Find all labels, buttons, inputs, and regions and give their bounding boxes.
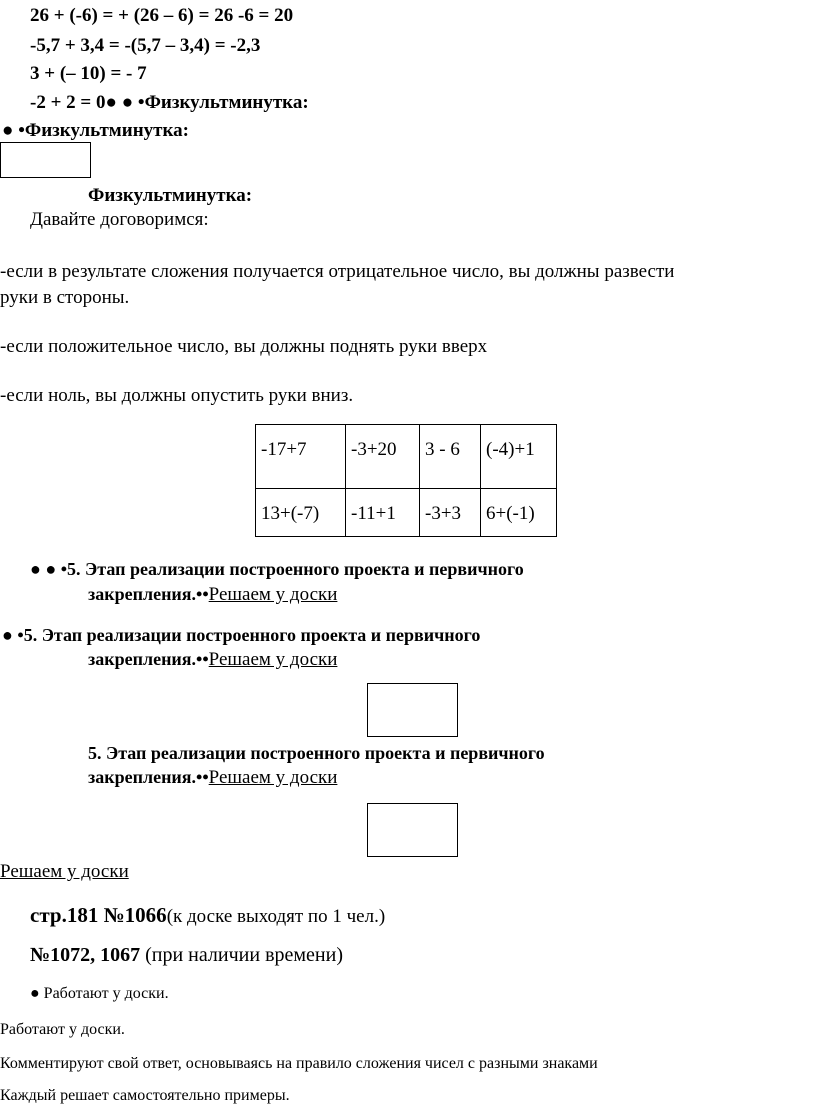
stage-heading-b <box>2 624 480 646</box>
fizkult-heading: Физкультминутка: <box>88 185 253 206</box>
table-row <box>256 489 557 537</box>
stage-line2-b <box>88 648 337 672</box>
table-cell: -17+7 <box>256 425 346 489</box>
rule-positive: -если положительное число, вы должны поднять руки вверх <box>0 336 488 357</box>
task-main <box>30 902 385 930</box>
table-cell: -3+3 <box>420 489 481 537</box>
table-cell: 3 - 6 <box>420 425 481 489</box>
stage-heading-a <box>30 558 524 580</box>
table-cell: 6+(-1) <box>481 489 557 537</box>
equation-2: -5,7 + 3,4 = -(5,7 – 3,4) = -2,3 <box>30 35 261 56</box>
solve-link-standalone[interactable]: Решаем у доски <box>0 861 129 882</box>
dots: •• <box>196 649 209 669</box>
empty-image-frame <box>367 803 458 857</box>
table-cell: (-4)+1 <box>481 425 557 489</box>
task-extra-number: №1072, 1067 <box>30 944 141 966</box>
solve-link[interactable]: Решаем у доски <box>208 649 338 670</box>
agree-text: Давайте договоримся: <box>30 209 209 230</box>
equation-4: -2 + 2 = 0● ● •Физкультминутка: <box>30 92 309 113</box>
stage-title-line2: закрепления. <box>88 767 197 787</box>
empty-image-frame <box>367 683 458 737</box>
task-extra <box>30 942 343 968</box>
table-cell: 13+(-7) <box>256 489 346 537</box>
task-extra-note: (при наличии времени) <box>140 944 343 966</box>
empty-image-frame <box>0 142 91 178</box>
table-cell: -11+1 <box>346 489 420 537</box>
rule-zero: -если ноль, вы должны опустить руки вниз. <box>0 385 354 406</box>
table-cell: -3+20 <box>346 425 420 489</box>
bullet-work-board <box>30 984 169 1004</box>
stage-title-line2: закрепления. <box>88 584 197 604</box>
fizkult-line: ● •Физкультминутка: <box>2 120 189 141</box>
task-main-note: (к доске выходят по 1 чел.) <box>166 906 386 927</box>
solve-link[interactable]: Решаем у доски <box>208 584 338 605</box>
stage-line2-c <box>88 766 337 790</box>
work-board-line: Работают у доски. <box>0 1021 125 1038</box>
stage-title-line1: 5. Этап реализации построенного проекта и первичного <box>23 625 481 645</box>
comment-line: Комментируют свой ответ, основываясь на правило сложения чисел с разными знаками <box>0 1055 598 1072</box>
stage-title-line2: закрепления. <box>88 649 197 669</box>
rule-negative-continued: руки в стороны. <box>0 287 130 308</box>
rule-negative: -если в результате сложения получается отрицательное число, вы должны развести <box>0 261 675 282</box>
bullet-prefix: ● ● • <box>30 559 68 579</box>
self-solve-line: Каждый решает самостоятельно примеры. <box>0 1087 290 1104</box>
table-row <box>256 425 557 489</box>
exercise-table <box>255 424 557 537</box>
dots: •• <box>196 767 209 787</box>
equation-3: 3 + (– 10) = - 7 <box>30 63 147 84</box>
stage-title-line1: 5. Этап реализации построенного проекта и первичного <box>67 559 524 579</box>
equation-1: 26 + (-6) = + (26 – 6) = 26 -6 = 20 <box>30 5 294 26</box>
dots: •• <box>196 584 209 604</box>
work-board-text: Работают у доски. <box>43 985 169 1002</box>
stage-heading-c: 5. Этап реализации построенного проекта и первичного <box>88 743 545 763</box>
solve-link[interactable]: Решаем у доски <box>208 767 338 788</box>
stage-line2-a <box>88 583 337 607</box>
bullet: ● <box>30 985 40 1002</box>
bullet-prefix: ● • <box>2 625 24 645</box>
task-main-number: стр.181 №1066 <box>30 903 167 927</box>
